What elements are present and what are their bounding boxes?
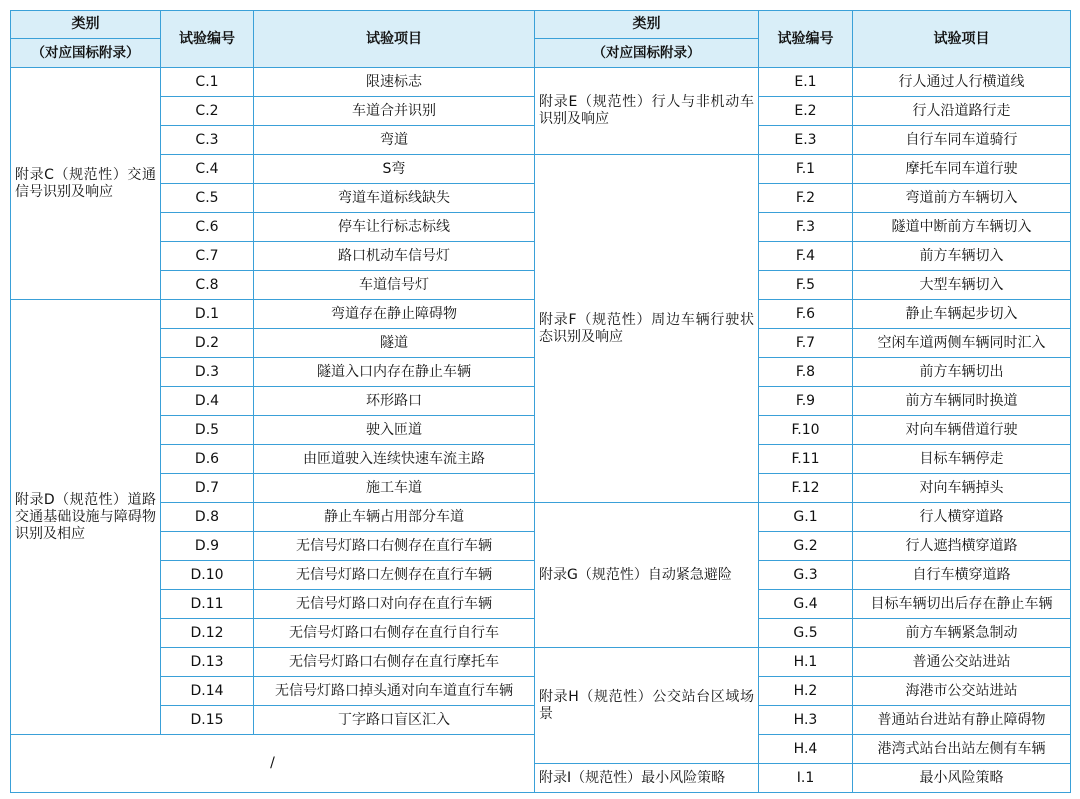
test-code: H.2 bbox=[759, 677, 853, 706]
right-category-subheader: （对应国标附录） bbox=[535, 39, 759, 68]
test-code: F.1 bbox=[759, 155, 853, 184]
left-item-header: 试验项目 bbox=[254, 11, 535, 68]
test-item: 目标车辆切出后存在静止车辆 bbox=[853, 590, 1071, 619]
test-code: H.4 bbox=[759, 735, 853, 764]
test-code: C.8 bbox=[161, 271, 254, 300]
test-code: D.5 bbox=[161, 416, 254, 445]
test-item: S弯 bbox=[254, 155, 535, 184]
test-item: 路口机动车信号灯 bbox=[254, 242, 535, 271]
right-category-cell: 附录F（规范性）周边车辆行驶状态识别及响应 bbox=[535, 155, 759, 503]
test-item: 隧道中断前方车辆切入 bbox=[853, 213, 1071, 242]
test-code: D.8 bbox=[161, 503, 254, 532]
test-code: D.1 bbox=[161, 300, 254, 329]
test-code: F.11 bbox=[759, 445, 853, 474]
test-items-table bbox=[10, 10, 1071, 793]
test-code: H.1 bbox=[759, 648, 853, 677]
test-code: D.11 bbox=[161, 590, 254, 619]
test-item: 驶入匝道 bbox=[254, 416, 535, 445]
test-code: G.4 bbox=[759, 590, 853, 619]
test-code: F.8 bbox=[759, 358, 853, 387]
right-category-cell: 附录H（规范性）公交站台区域场景 bbox=[535, 648, 759, 764]
test-item: 车道合并识别 bbox=[254, 97, 535, 126]
test-item: 对向车辆掉头 bbox=[853, 474, 1071, 503]
test-item: 丁字路口盲区汇入 bbox=[254, 706, 535, 735]
test-item: 环形路口 bbox=[254, 387, 535, 416]
test-code: D.10 bbox=[161, 561, 254, 590]
test-code: F.4 bbox=[759, 242, 853, 271]
test-code: H.3 bbox=[759, 706, 853, 735]
test-code: C.1 bbox=[161, 68, 254, 97]
table-row bbox=[11, 503, 1071, 532]
table-row bbox=[11, 155, 1071, 184]
right-category-header: 类别 bbox=[535, 11, 759, 39]
test-item: 无信号灯路口左侧存在直行车辆 bbox=[254, 561, 535, 590]
empty-cell: / bbox=[11, 735, 535, 793]
right-category-cell: 附录G（规范性）自动紧急避险 bbox=[535, 503, 759, 648]
test-item: 限速标志 bbox=[254, 68, 535, 97]
test-item: 弯道车道标线缺失 bbox=[254, 184, 535, 213]
test-code: G.2 bbox=[759, 532, 853, 561]
test-item: 普通公交站进站 bbox=[853, 648, 1071, 677]
test-code: F.6 bbox=[759, 300, 853, 329]
test-code: C.3 bbox=[161, 126, 254, 155]
right-item-header: 试验项目 bbox=[853, 11, 1071, 68]
test-code: F.12 bbox=[759, 474, 853, 503]
left-category-header: 类别 bbox=[11, 11, 161, 39]
test-item: 无信号灯路口对向存在直行车辆 bbox=[254, 590, 535, 619]
table-row bbox=[11, 68, 1071, 97]
test-code: F.9 bbox=[759, 387, 853, 416]
test-item: 海港市公交站进站 bbox=[853, 677, 1071, 706]
test-code: I.1 bbox=[759, 764, 853, 793]
test-item: 行人横穿道路 bbox=[853, 503, 1071, 532]
test-code: F.2 bbox=[759, 184, 853, 213]
test-code: C.5 bbox=[161, 184, 254, 213]
test-code: G.1 bbox=[759, 503, 853, 532]
test-code: D.14 bbox=[161, 677, 254, 706]
test-item: 摩托车同车道行驶 bbox=[853, 155, 1071, 184]
test-code: D.3 bbox=[161, 358, 254, 387]
test-code: E.1 bbox=[759, 68, 853, 97]
test-item: 无信号灯路口掉头通对向车道直行车辆 bbox=[254, 677, 535, 706]
test-item: 行人沿道路行走 bbox=[853, 97, 1071, 126]
test-item: 停车让行标志标线 bbox=[254, 213, 535, 242]
test-item: 大型车辆切入 bbox=[853, 271, 1071, 300]
test-code: D.9 bbox=[161, 532, 254, 561]
test-item: 弯道 bbox=[254, 126, 535, 155]
test-item: 前方车辆紧急制动 bbox=[853, 619, 1071, 648]
test-code: D.15 bbox=[161, 706, 254, 735]
test-code: C.7 bbox=[161, 242, 254, 271]
test-item: 对向车辆借道行驶 bbox=[853, 416, 1071, 445]
table-row bbox=[11, 648, 1071, 677]
test-item: 弯道前方车辆切入 bbox=[853, 184, 1071, 213]
test-item: 弯道存在静止障碍物 bbox=[254, 300, 535, 329]
test-code: E.3 bbox=[759, 126, 853, 155]
test-code: G.5 bbox=[759, 619, 853, 648]
test-item: 前方车辆切入 bbox=[853, 242, 1071, 271]
test-item: 静止车辆占用部分车道 bbox=[254, 503, 535, 532]
test-item: 自行车横穿道路 bbox=[853, 561, 1071, 590]
test-code: G.3 bbox=[759, 561, 853, 590]
test-item: 施工车道 bbox=[254, 474, 535, 503]
test-code: F.7 bbox=[759, 329, 853, 358]
test-item: 行人遮挡横穿道路 bbox=[853, 532, 1071, 561]
test-code: F.3 bbox=[759, 213, 853, 242]
test-item: 前方车辆同时换道 bbox=[853, 387, 1071, 416]
test-item: 无信号灯路口右侧存在直行自行车 bbox=[254, 619, 535, 648]
test-item: 行人通过人行横道线 bbox=[853, 68, 1071, 97]
test-item: 普通站台进站有静止障碍物 bbox=[853, 706, 1071, 735]
left-code-header: 试验编号 bbox=[161, 11, 254, 68]
right-code-header: 试验编号 bbox=[759, 11, 853, 68]
test-item: 隧道入口内存在静止车辆 bbox=[254, 358, 535, 387]
test-code: C.6 bbox=[161, 213, 254, 242]
test-item: 隧道 bbox=[254, 329, 535, 358]
test-item: 港湾式站台出站左侧有车辆 bbox=[853, 735, 1071, 764]
test-code: D.2 bbox=[161, 329, 254, 358]
test-item: 目标车辆停走 bbox=[853, 445, 1071, 474]
test-code: C.2 bbox=[161, 97, 254, 126]
test-code: C.4 bbox=[161, 155, 254, 184]
test-code: E.2 bbox=[759, 97, 853, 126]
right-category-cell: 附录E（规范性）行人与非机动车识别及响应 bbox=[535, 68, 759, 155]
test-code: D.7 bbox=[161, 474, 254, 503]
test-code: F.5 bbox=[759, 271, 853, 300]
test-code: F.10 bbox=[759, 416, 853, 445]
test-code: D.4 bbox=[161, 387, 254, 416]
test-item: 无信号灯路口右侧存在直行摩托车 bbox=[254, 648, 535, 677]
test-item: 空闲车道两侧车辆同时汇入 bbox=[853, 329, 1071, 358]
right-category-cell: 附录I（规范性）最小风险策略 bbox=[535, 764, 759, 793]
left-category-subheader: （对应国标附录） bbox=[11, 39, 161, 68]
test-item: 前方车辆切出 bbox=[853, 358, 1071, 387]
test-item: 自行车同车道骑行 bbox=[853, 126, 1071, 155]
test-item: 静止车辆起步切入 bbox=[853, 300, 1071, 329]
test-code: D.6 bbox=[161, 445, 254, 474]
test-item: 最小风险策略 bbox=[853, 764, 1071, 793]
test-item: 无信号灯路口右侧存在直行车辆 bbox=[254, 532, 535, 561]
test-code: D.13 bbox=[161, 648, 254, 677]
test-item: 由匝道驶入连续快速车流主路 bbox=[254, 445, 535, 474]
test-item: 车道信号灯 bbox=[254, 271, 535, 300]
left-category-cell: 附录D（规范性）道路交通基础设施与障碍物识别及相应 bbox=[11, 300, 161, 735]
test-code: D.12 bbox=[161, 619, 254, 648]
left-category-cell: 附录C（规范性）交通信号识别及响应 bbox=[11, 68, 161, 300]
